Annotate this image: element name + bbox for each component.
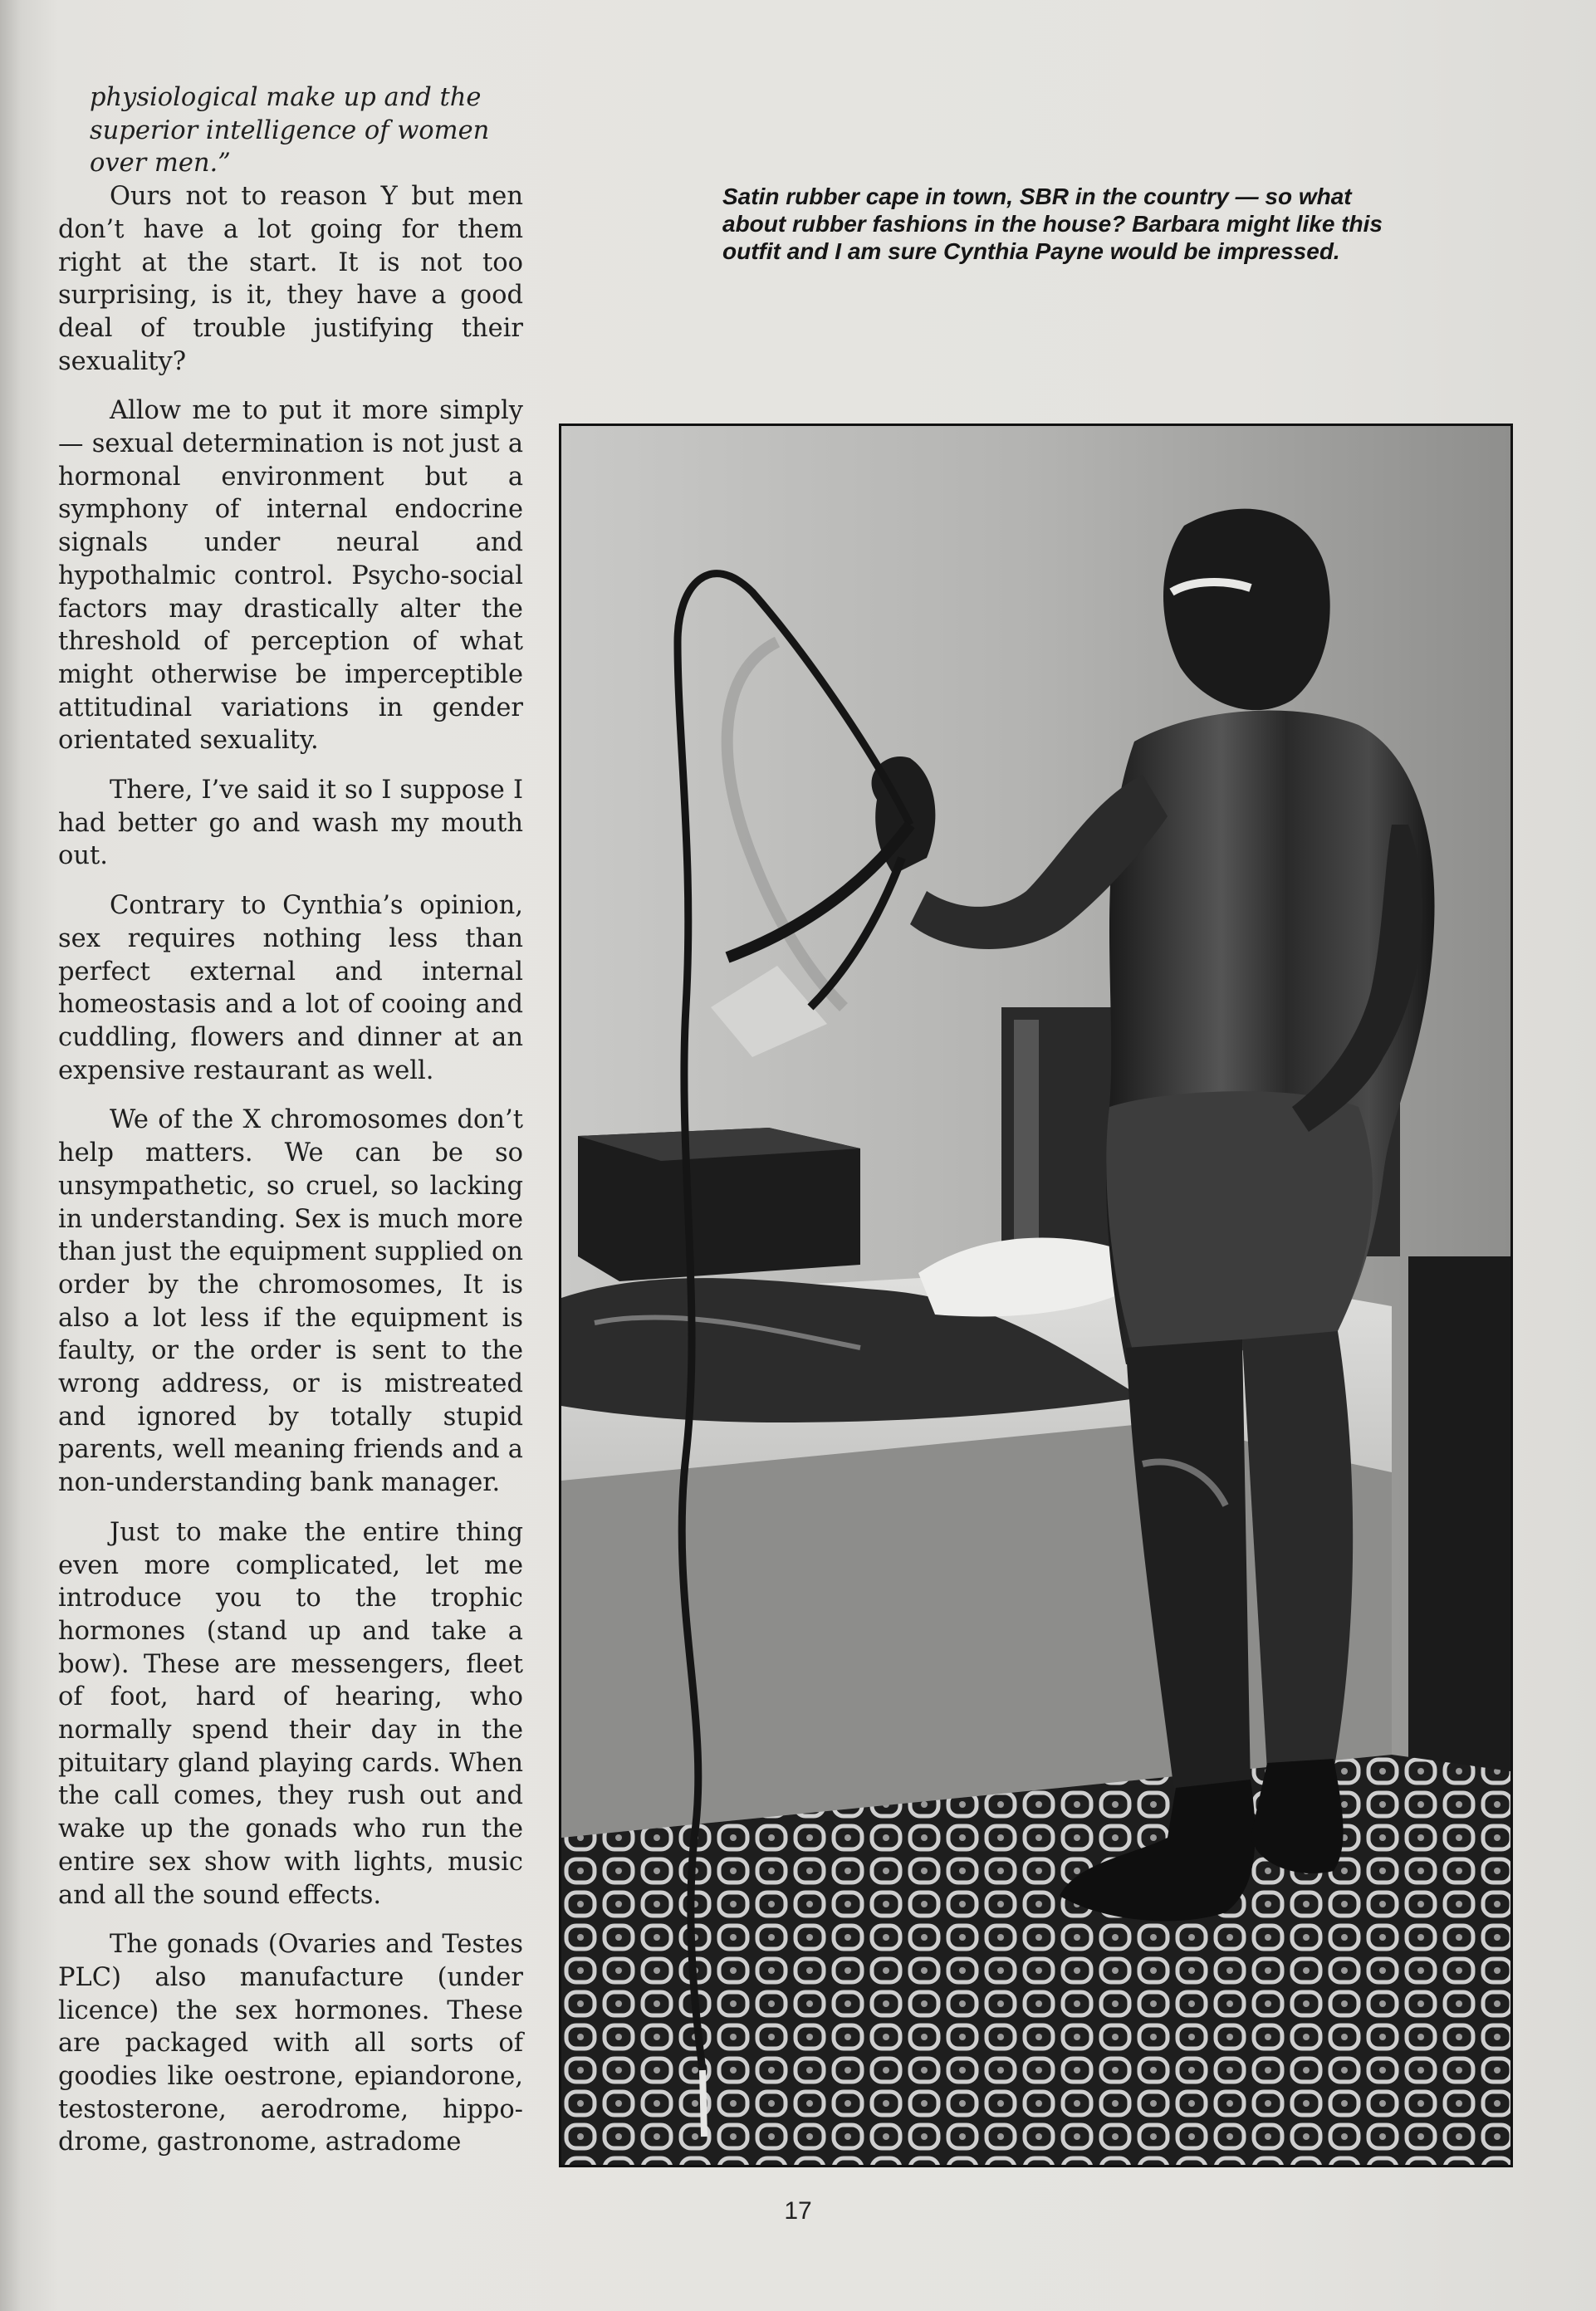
- photo-illustration: [561, 426, 1510, 2165]
- article-paragraph-4: Contrary to Cynthia’s opinion, sex requires nothing less than perfect external and internal homeostasis and a lot of cooing and cuddling, flowers and dinner at an expensive restaurant as well.: [58, 891, 523, 1085]
- article-paragraph-5: We of the X chromosomes don’t help matters. We can be so unsympathetic, so cruel, so lacking in understanding. Sex is much more than just the equipment supplied on order by the chromosomes, It is also a lot less if the equipment is faulty, or the order is sent to the wrong address, or is mistreated and ignored by totally stupid parents, well meaning friends and a non-understanding bank manager.: [58, 1105, 523, 1498]
- article-column: [58, 81, 523, 2174]
- article-paragraph-2: Allow me to put it more simply — sexual determination is not just a hormonal environment but a symphony of internal endocrine signals under neural and hypothalmic control. Psycho-social factors may drastically alter the threshold of perception of what might otherwise be imperceptible attitudinal variations in gender orientated sexuality.: [58, 396, 523, 756]
- article-paragraph-7: The gonads (Ovaries and Testes PLC) also manufacture (under licence) the sex hormones. These are packaged with all sorts of goodies like oestrone, epiandorone, testosterone, aerodrome, hippo-drome, gastronome, astradome: [58, 1930, 523, 2157]
- article-paragraph-1: Ours not to reason Y but men don’t have a lot going for them right at the start. It is not too surprising, is it, they have a good deal of trouble justifying their sexuality?: [58, 182, 523, 376]
- photograph: [559, 424, 1513, 2167]
- article-paragraph-3: There, I’ve said it so I suppose I had better go and wash my mouth out.: [58, 776, 523, 871]
- photo-caption: Satin rubber cape in town, SBR in the country — so what about rubber fashions in the house? Barbara might like this outfit and I am sure Cynthia Payne would be impressed.: [722, 184, 1383, 264]
- page-number: 17: [784, 2197, 812, 2225]
- quote-tail: physiological make up and the superior intelligence of women over men.”: [90, 83, 490, 179]
- article-paragraph-6: Just to make the entire thing even more complicated, let me introduce you to the trophic hormones (stand up and take a bow). These are messengers, fleet of foot, hard of hearing, who normally spend their day in the pituitary gland playing cards. When the call comes, they rush out and wake up the gonads who run the entire sex show with lights, music and all the sound effects.: [58, 1517, 523, 1910]
